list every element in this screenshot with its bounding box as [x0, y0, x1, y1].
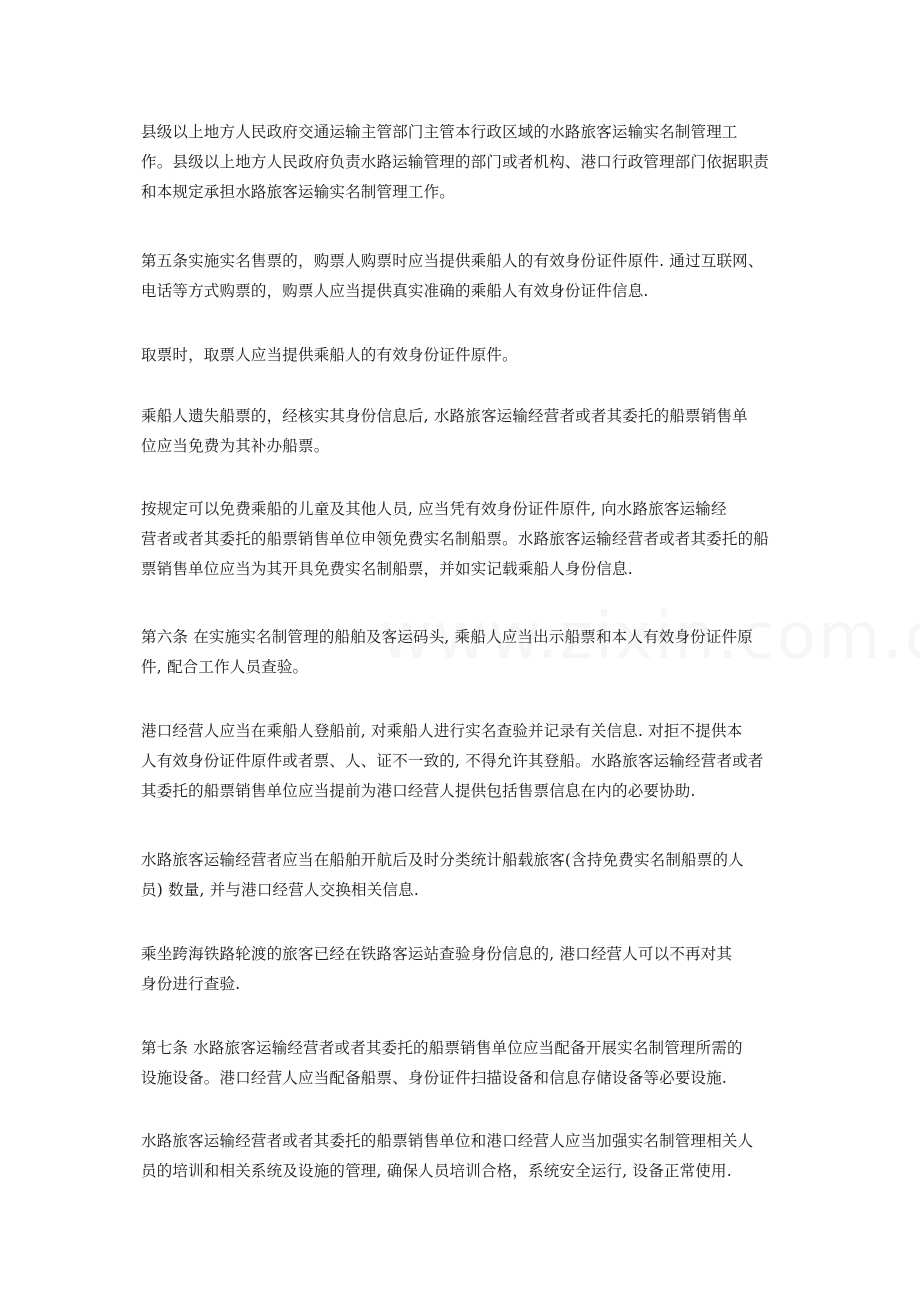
text-line: 取票时，取票人应当提供乘船人的有效身份证件原件。	[141, 346, 518, 364]
text-line: 身份进行查验.	[141, 975, 241, 993]
text-line: 票销售单位应当为其开具免费实名制船票，并如实记载乘船人身份信息.	[141, 560, 633, 578]
text-line: 第六条 在实施实名制管理的船舶及客运码头, 乘船人应当出示船票和本人有效身份证件原	[141, 628, 753, 646]
text-line: 第五条实施实名售票的，购票人购票时应当提供乘船人的有效身份证件原件. 通过互联网、	[141, 252, 764, 270]
paragraph-7	[141, 716, 781, 806]
paragraph-4	[141, 401, 781, 461]
text-line: 员的培训和相关系统及设施的管理, 确保人员培训合格，系统安全运行, 设备正常使用.	[141, 1162, 732, 1180]
text-line: 设施设备。港口经营人应当配备船票、身份证件扫描设备和信息存储设备等必要设施.	[141, 1069, 728, 1087]
paragraph-6	[141, 622, 781, 682]
text-line: 第七条 水路旅客运输经营者或者其委托的船票销售单位应当配备开展实名制管理所需的	[141, 1039, 743, 1057]
paragraph-1	[141, 117, 781, 207]
text-line: 按规定可以免费乘船的儿童及其他人员, 应当凭有效身份证件原件, 向水路旅客运输经	[141, 500, 727, 518]
paragraph-2	[141, 246, 781, 306]
paragraph-9	[141, 939, 781, 999]
text-line: 乘坐跨海铁路轮渡的旅客已经在铁路客运站查验身份信息的, 港口经营人可以不再对其	[141, 945, 733, 963]
text-line: 和本规定承担水路旅客运输实名制管理工作。	[141, 183, 456, 201]
text-line: 员) 数量, 并与港口经营人交换相关信息.	[141, 881, 419, 899]
text-line: 县级以上地方人民政府交通运输主管部门主管本行政区域的水路旅客运输实名制管理工	[141, 123, 738, 141]
text-line: 位应当免费为其补办船票。	[141, 437, 330, 455]
text-line: 乘船人遗失船票的，经核实其身份信息后, 水路旅客运输经营者或者其委托的船票销售单	[141, 407, 748, 425]
paragraph-5	[141, 494, 781, 584]
text-line: 件, 配合工作人员查验。	[141, 658, 309, 676]
paragraph-10	[141, 1033, 781, 1093]
paragraph-11	[141, 1126, 781, 1186]
paragraph-8	[141, 845, 781, 905]
text-line: 营者或者其委托的船票销售单位申领免费实名制船票。水路旅客运输经营者或者其委托的船	[141, 530, 770, 548]
text-line: 其委托的船票销售单位应当提前为港口经营人提供包括售票信息在内的必要协助.	[141, 782, 696, 800]
paragraph-3	[141, 340, 781, 370]
text-line: 水路旅客运输经营者应当在船舶开航后及时分类统计船载旅客(含持免费实名制船票的人	[141, 851, 744, 869]
text-line: 港口经营人应当在乘船人登船前, 对乘船人进行实名查验并记录有关信息. 对拒不提供本	[141, 722, 743, 740]
text-line: 作。县级以上地方人民政府负责水路运输管理的部门或者机构、港口行政管理部门依据职责	[141, 153, 770, 171]
text-line: 电话等方式购票的，购票人应当提供真实准确的乘船人有效身份证件信息.	[141, 282, 649, 300]
text-line: 人有效身份证件原件或者票、人、证不一致的, 不得允许其登船。水路旅客运输经营者或者	[141, 752, 764, 770]
text-line: 水路旅客运输经营者或者其委托的船票销售单位和港口经营人应当加强实名制管理相关人	[141, 1132, 754, 1150]
